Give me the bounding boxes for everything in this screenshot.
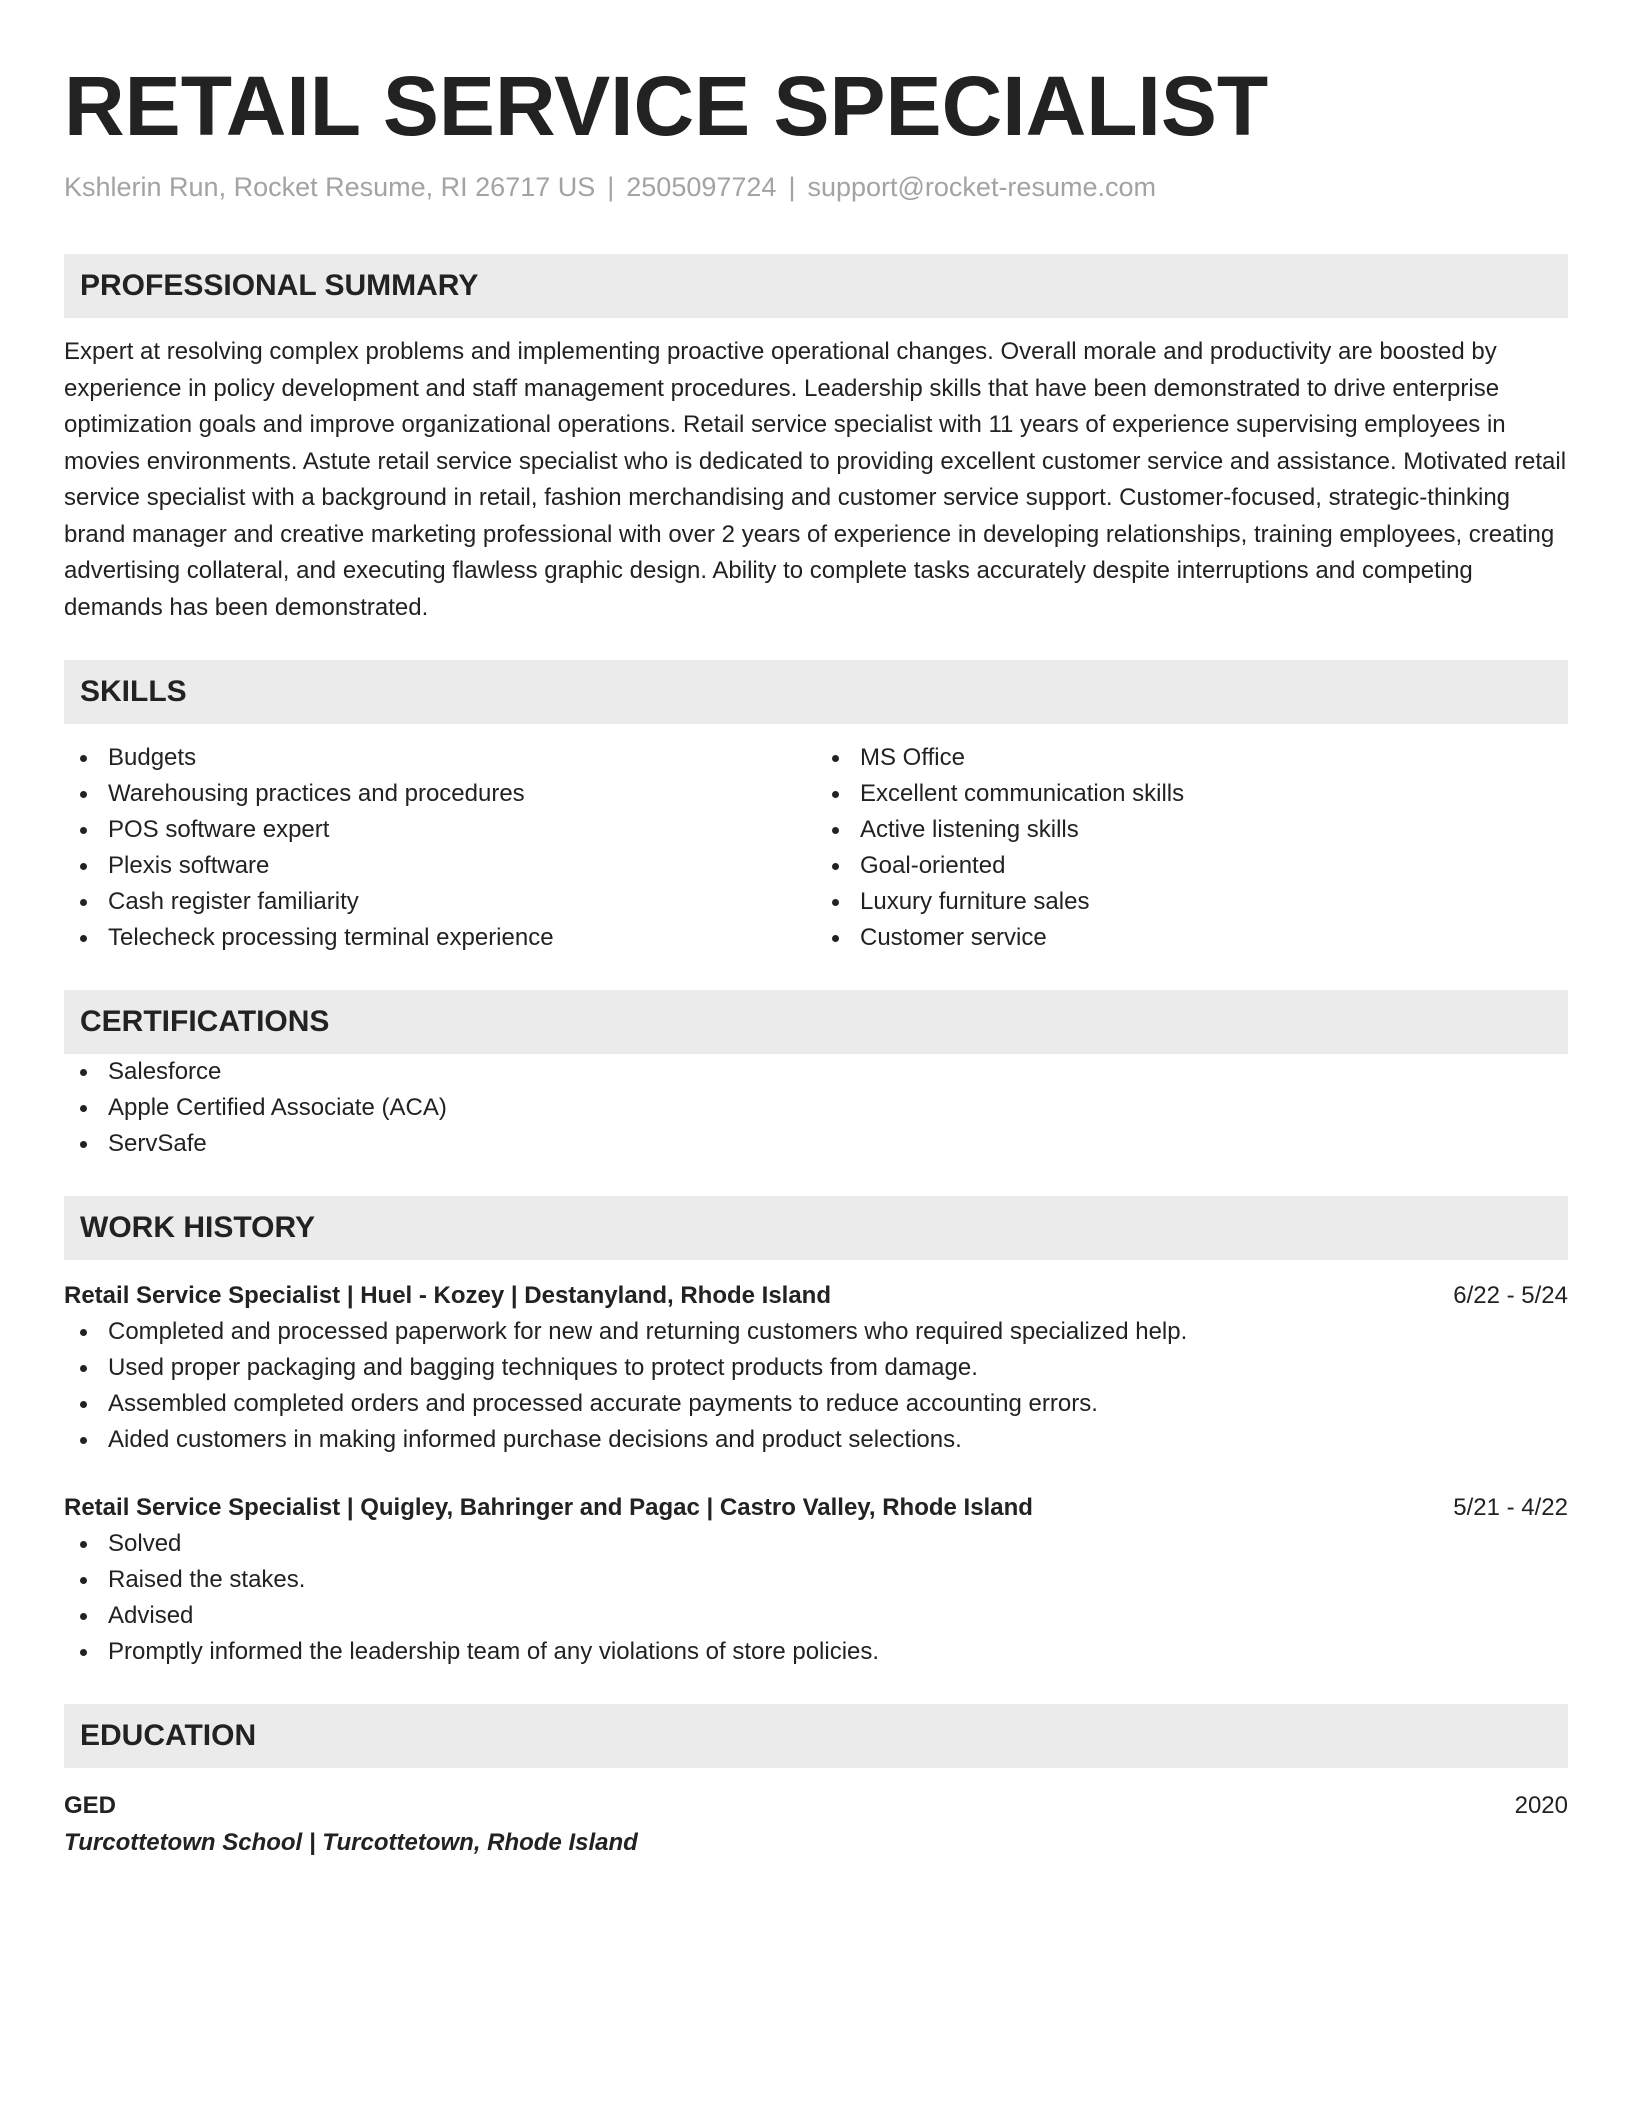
job-bullet: Raised the stakes. (64, 1562, 1568, 1598)
section-header-skills: SKILLS (64, 660, 1568, 724)
skills-column-left (64, 740, 816, 956)
skill-item: Budgets (64, 740, 816, 776)
skill-item: Plexis software (64, 848, 816, 884)
job-bullet: Promptly informed the leadership team of any violations of store policies. (64, 1634, 1568, 1670)
skill-item: MS Office (816, 740, 1568, 776)
certification-item: ServSafe (64, 1126, 1568, 1162)
contact-address: Kshlerin Run, Rocket Resume, RI 26717 US (64, 172, 596, 202)
job-dates: 5/21 - 4/22 (1453, 1494, 1568, 1521)
skill-item: Excellent communication skills (816, 776, 1568, 812)
certification-item: Salesforce (64, 1054, 1568, 1090)
skill-item: Luxury furniture sales (816, 884, 1568, 920)
job-title: Retail Service Specialist | Huel - Kozey | Destanyland, Rhode Island (64, 1282, 832, 1309)
contact-separator: | (607, 172, 615, 202)
education-degree: GED (64, 1792, 117, 1819)
skills-list-right (816, 740, 1568, 956)
job-entry (64, 1490, 1568, 1670)
skill-item: POS software expert (64, 812, 816, 848)
contact-line (64, 170, 1568, 204)
section-header-certifications: CERTIFICATIONS (64, 990, 1568, 1054)
job-bullet: Completed and processed paperwork for new and returning customers who required specialized help. (64, 1314, 1568, 1350)
job-bullet: Aided customers in making informed purchase decisions and product selections. (64, 1422, 1568, 1458)
contact-phone: 2505097724 (626, 172, 777, 202)
section-header-education: EDUCATION (64, 1704, 1568, 1768)
skill-item: Active listening skills (816, 812, 1568, 848)
contact-separator: | (788, 172, 796, 202)
certifications-list (64, 1054, 1568, 1162)
job-bullet: Solved (64, 1526, 1568, 1562)
skill-item: Warehousing practices and procedures (64, 776, 816, 812)
skill-item: Customer service (816, 920, 1568, 956)
skills-column-right (816, 740, 1568, 956)
skills-grid (64, 740, 1568, 956)
job-bullet: Advised (64, 1598, 1568, 1634)
job-bullet: Used proper packaging and bagging techniques to protect products from damage. (64, 1350, 1568, 1386)
skills-list-left (64, 740, 816, 956)
education-header (64, 1788, 1568, 1824)
section-header-summary: PROFESSIONAL SUMMARY (64, 254, 1568, 318)
job-header (64, 1490, 1568, 1526)
job-title: Retail Service Specialist | Quigley, Bahringer and Pagac | Castro Valley, Rhode Island (64, 1494, 1033, 1521)
job-bullet: Assembled completed orders and processed accurate payments to reduce accounting errors. (64, 1386, 1568, 1422)
job-header (64, 1278, 1568, 1314)
certification-item: Apple Certified Associate (ACA) (64, 1090, 1568, 1126)
contact-email: support@rocket-resume.com (807, 172, 1156, 202)
section-header-work-history: WORK HISTORY (64, 1196, 1568, 1260)
job-bullets (64, 1526, 1568, 1670)
skill-item: Cash register familiarity (64, 884, 816, 920)
education-school: Turcottetown School | Turcottetown, Rhode Island (64, 1829, 638, 1856)
skill-item: Goal-oriented (816, 848, 1568, 884)
summary-text: Expert at resolving complex problems and implementing proactive operational changes. Overall morale and productivity are boosted by experience in policy development and staff management procedures. Leadership skills that have been demonstrated to drive enterprise optimization goals and improve organizational operations. Retail service specialist with 11 years of experience supervising employees in movies environments. Astute retail service specialist who is dedicated to providing excellent customer service and assistance. Motivated retail service specialist with a background in retail, fashion merchandising and customer service support. Customer-focused, strategic-thinking brand manager and creative marketing professional with over 2 years of experience in developing relationships, training employees, creating advertising collateral, and executing flawless graphic design. Ability to complete tasks accurately despite interruptions and competing demands has been demonstrated. (64, 338, 1567, 621)
job-bullets (64, 1314, 1568, 1458)
job-entry (64, 1278, 1568, 1458)
skill-item: Telecheck processing terminal experience (64, 920, 816, 956)
resume-title: RETAIL SERVICE SPECIALIST (64, 59, 1269, 153)
education-entry (64, 1788, 1568, 1862)
education-year: 2020 (1514, 1792, 1568, 1819)
job-dates: 6/22 - 5/24 (1453, 1282, 1568, 1309)
